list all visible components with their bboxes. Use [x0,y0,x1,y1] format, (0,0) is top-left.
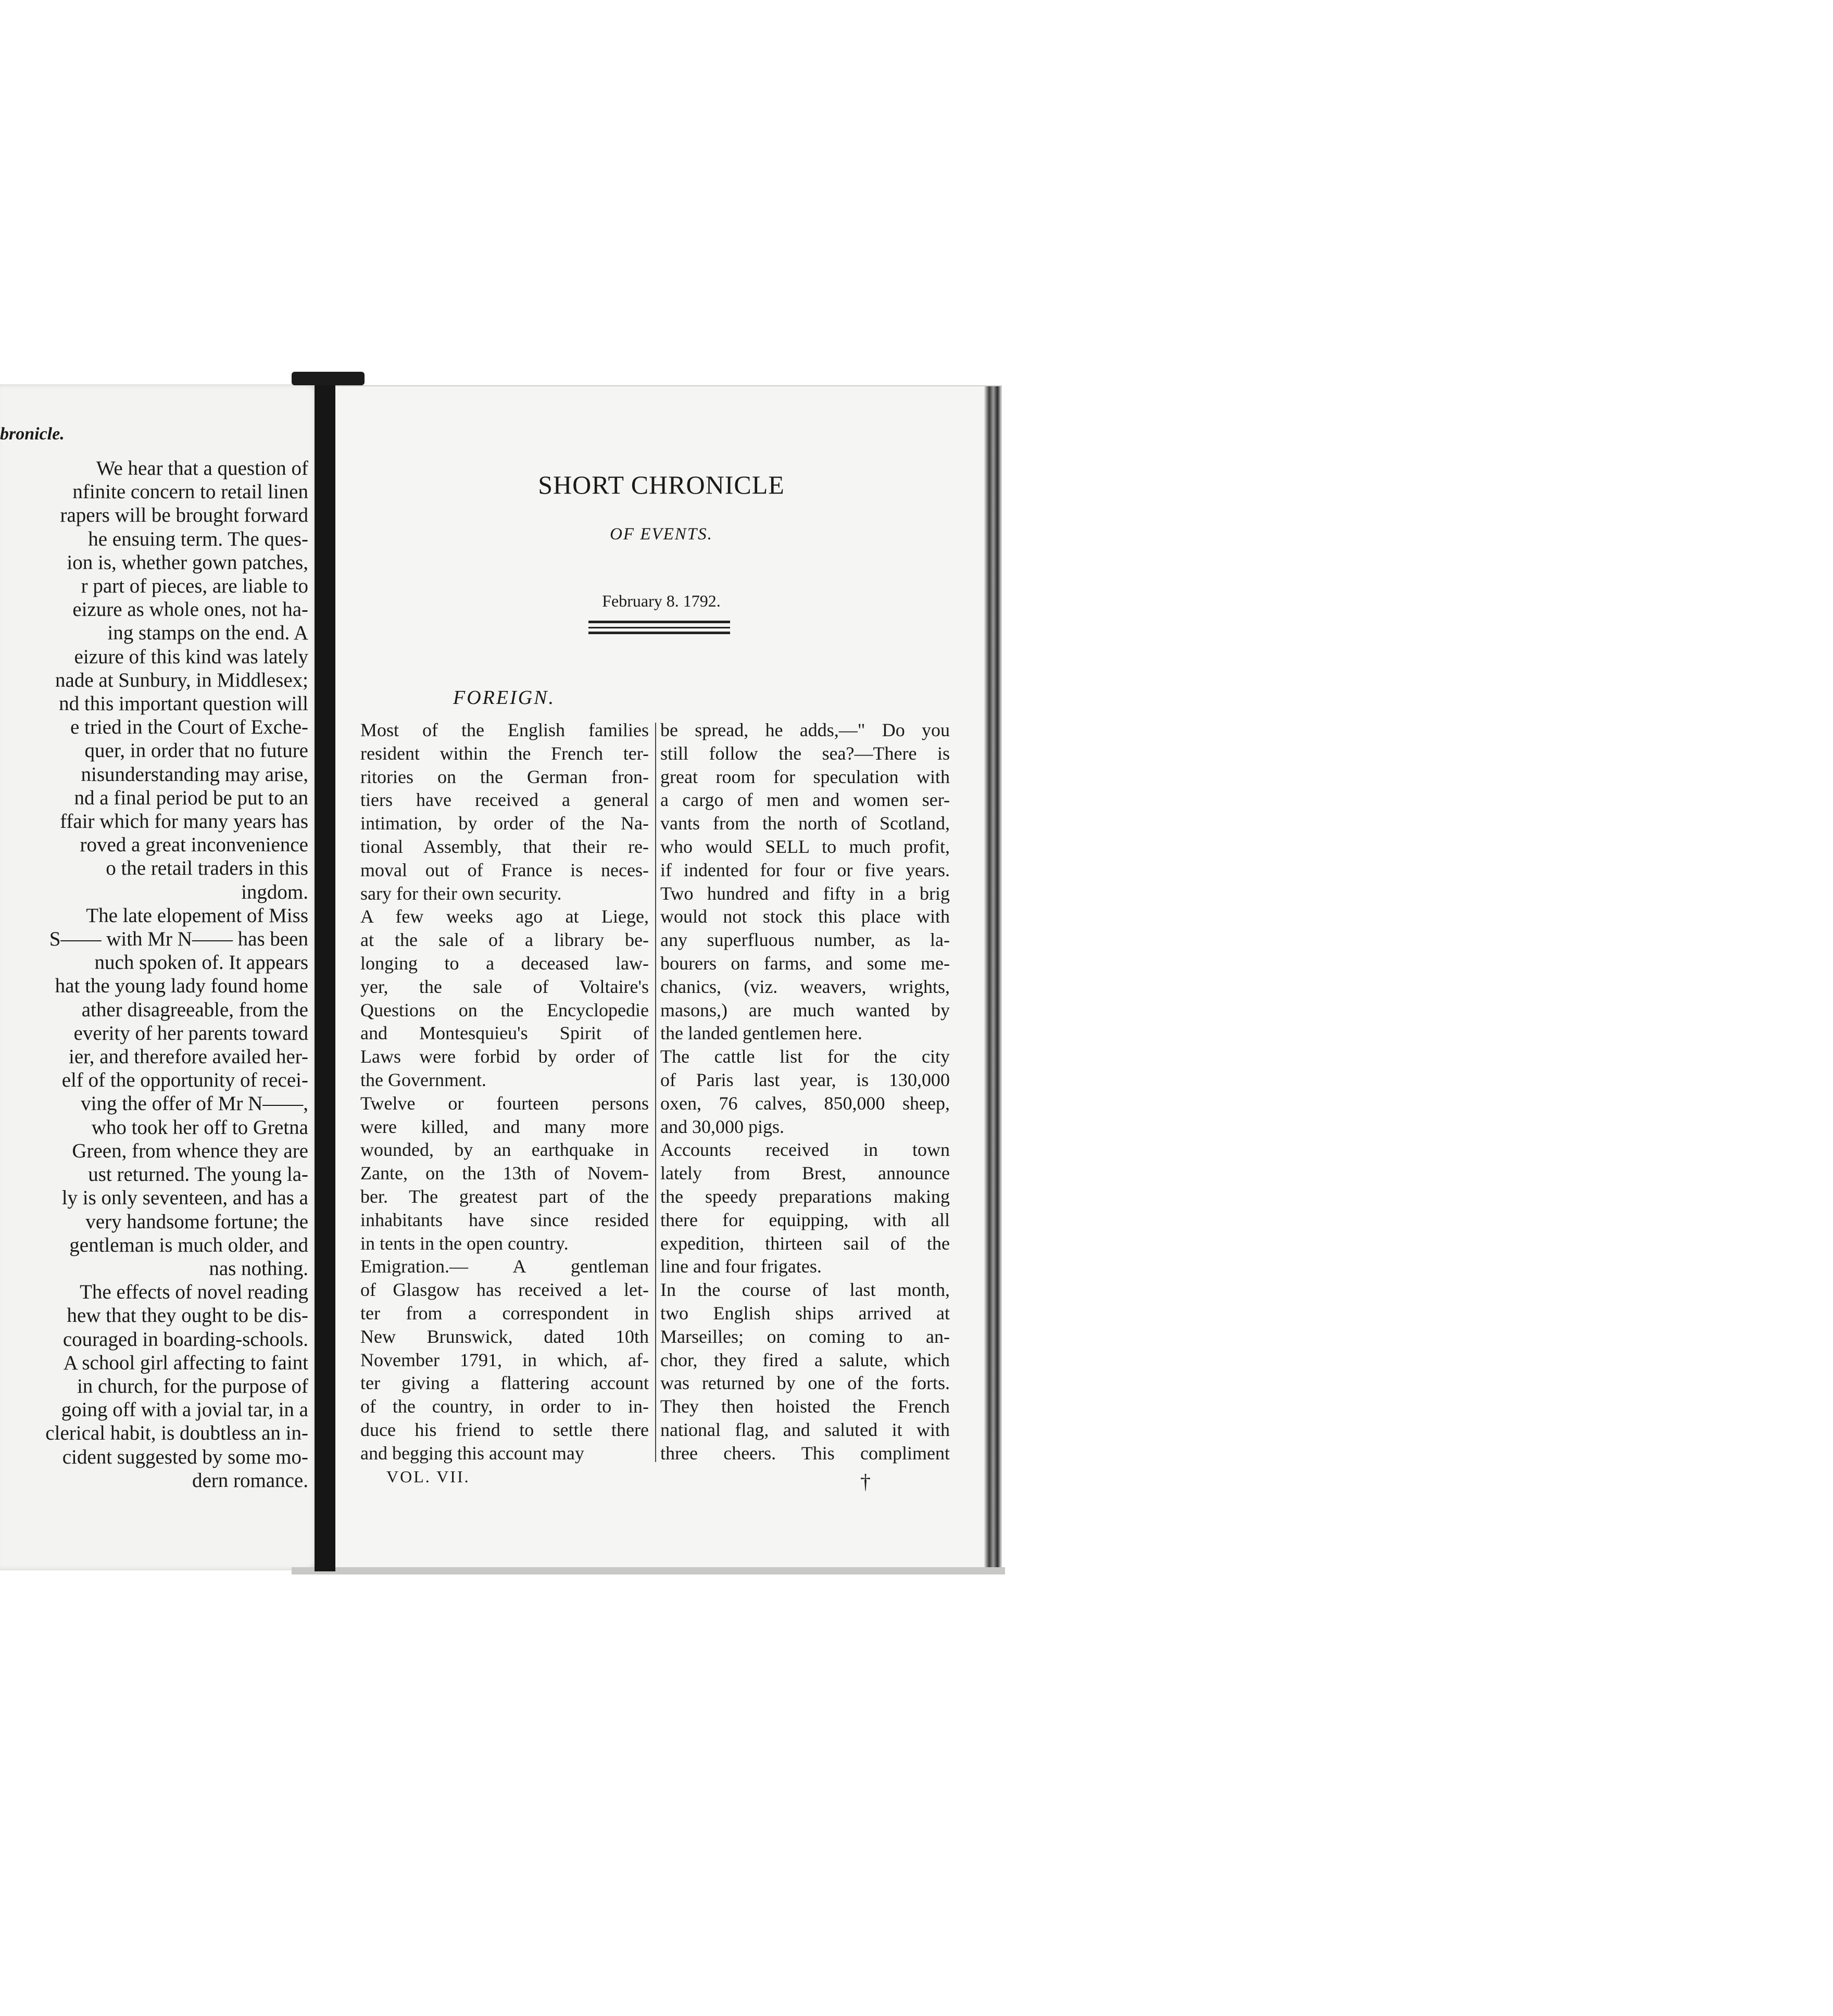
text-line: Accounts received in town [660,1139,950,1161]
left-text-line: in church, for the purpose of [77,1375,308,1397]
text-line: chanics, (viz. weavers, wrights, [660,976,950,997]
left-text-line: Green, from whence they are [72,1139,308,1162]
title-rule [588,621,730,623]
left-text-line: hat the young lady found home [55,975,308,998]
text-line: was returned by one of the forts. [660,1372,950,1394]
left-text-line: ier, and therefore availed her- [69,1045,308,1068]
left-text-line: eizure as whole ones, not ha- [72,598,308,621]
left-text-line: ingdom. [241,880,308,903]
left-text-line: ing stamps on the end. A [107,622,308,645]
left-text-line: nd this important question will [59,692,308,715]
text-column-left [360,719,649,1465]
left-text-line: he ensuing term. The ques- [88,527,308,550]
text-line: longing to a deceased law- [360,952,649,974]
left-running-head: bronicle. [0,424,65,444]
text-line: tiers have received a general [360,789,649,811]
text-line: at the sale of a library be- [360,929,649,951]
text-line: and begging this account may [360,1442,584,1464]
left-text-line: The late elopement of Miss [86,904,308,927]
text-line: of the country, in order to in- [360,1396,649,1417]
left-text-line: o the retail traders in this [106,857,308,880]
text-line: the speedy preparations making [660,1186,950,1207]
left-text-line: nd a final period be put to an [74,786,308,809]
text-line: inhabitants have since resided [360,1209,649,1230]
text-line: Questions on the Encyclopedie [360,999,649,1020]
text-line: oxen, 76 calves, 850,000 sheep, [660,1092,950,1114]
left-text-line: S—— with Mr N—— has been [49,928,308,951]
left-text-line: nisunderstanding may arise, [81,763,308,786]
text-line: the Government. [360,1069,486,1090]
text-line: still follow the sea?—There is [660,742,950,764]
text-line: the landed gentlemen here. [660,1023,862,1044]
left-text-line: gentleman is much older, and [69,1233,308,1256]
left-text-line: couraged in boarding-schools. [62,1328,308,1351]
text-line: The cattle list for the city [660,1046,950,1067]
text-line: Marseilles; on coming to an- [660,1326,950,1347]
left-text-line: The effects of novel reading [80,1281,308,1304]
book-spine [315,374,335,1571]
text-line: line and four frigates. [660,1256,822,1277]
left-text-line: ving the offer of Mr N——, [81,1092,308,1115]
left-text-line: roved a great inconvenience [80,834,308,856]
title-rule [588,627,730,628]
text-column-right [660,719,950,1465]
text-line: if indented for four or five years. [660,859,950,880]
left-text-line: ather disagreeable, from the [81,998,308,1021]
text-line: sary for their own security. [360,883,562,904]
left-text-line: We hear that a question of [96,457,308,480]
issue-date: February 8. 1792. [602,591,721,610]
left-text-line: very handsome fortune; the [85,1210,308,1233]
left-text-line: going off with a jovial tar, in a [61,1398,308,1421]
left-text-line: ion is, whether gown patches, [67,551,308,574]
bottom-edge [292,1567,1005,1574]
text-line: yer, the sale of Voltaire's [360,976,649,997]
text-line: tional Assembly, that their re- [360,836,649,857]
page-title: SHORT CHRONICLE [538,470,785,499]
left-text-line: nfinite concern to retail linen [72,481,308,503]
text-line: would not stock this place with [660,906,950,927]
text-line: They then hoisted the French [660,1396,950,1417]
text-line: two English ships arrived at [660,1302,950,1324]
text-line: national flag, and saluted it with [660,1419,950,1440]
text-line: be spread, he adds,—" Do you [660,720,950,740]
text-line: were killed, and many more [360,1116,649,1137]
text-line: of Glasgow has received a let- [360,1279,649,1301]
text-line: Twelve or fourteen persons [360,1092,649,1114]
left-page-text [0,457,308,1492]
text-line: wounded, by an earthquake in [360,1139,649,1161]
left-text-line: rapers will be brought forward [60,504,308,527]
text-line: ter giving a flattering account [360,1372,649,1394]
column-divider [655,723,656,1462]
text-line: ter from a correspondent in [360,1302,649,1324]
left-text-line: eizure of this kind was lately [74,645,308,668]
left-text-line: elf of the opportunity of recei- [61,1069,308,1092]
text-line: Two hundred and fifty in a brig [660,883,950,904]
left-text-line: quer, in order that no future [84,739,308,762]
left-text-line: who took her off to Gretna [91,1116,308,1139]
text-line: November 1791, in which, af- [360,1349,649,1370]
text-line: and 30,000 pigs. [660,1116,784,1137]
page-edge [984,386,1001,1569]
text-line: there for equipping, with all [660,1209,950,1230]
text-line: New Brunswick, dated 10th [360,1326,649,1347]
text-line: moval out of France is neces- [360,859,649,880]
left-text-line: ly is only seventeen, and has a [61,1187,308,1209]
text-line: of Paris last year, is 130,000 [660,1069,950,1090]
text-line: Most of the English families [360,720,649,740]
text-line: vants from the north of Scotland, [660,813,950,834]
text-line: A few weeks ago at Liege, [360,906,649,927]
text-line: lately from Brest, announce [660,1163,950,1184]
section-heading: FOREIGN. [453,687,556,709]
text-line: intimation, by order of the Na- [360,813,649,834]
text-line: great room for speculation with [660,766,950,787]
volume-signature: VOL. VII. [386,1467,470,1486]
text-line: Zante, on the 13th of Novem- [360,1163,649,1184]
left-text-line: nuch spoken of. It appears [94,951,308,974]
left-text-line: ust returned. The young la- [88,1163,308,1186]
text-line: a cargo of men and women ser- [660,789,950,811]
text-line: Laws were forbid by order of [360,1046,649,1067]
signature-mark: † [860,1470,871,1493]
text-line: and Montesquieu's Spirit of [360,1023,649,1044]
text-line: in tents in the open country. [360,1232,569,1254]
text-line: duce his friend to settle there [360,1419,649,1440]
left-text-line: clerical habit, is doubtless an in- [45,1422,308,1445]
left-text-line: nade at Sunbury, in Middlesex; [55,669,308,691]
text-line: resident within the French ter- [360,742,649,764]
title-rule [588,632,730,634]
text-line: three cheers. This compliment [660,1442,950,1464]
left-text-line: r part of pieces, are liable to [81,575,308,598]
text-line: masons,) are much wanted by [660,999,950,1020]
left-text-line: everity of her parents toward [73,1022,308,1044]
left-text-line: dern romance. [192,1469,308,1492]
text-line: any superfluous number, as la- [660,929,950,951]
text-line: who would SELL to much profit, [660,836,950,857]
text-line: bourers on farms, and some me- [660,952,950,974]
text-line: expedition, thirteen sail of the [660,1232,950,1254]
text-line: In the course of last month, [660,1279,950,1301]
text-line: chor, they fired a salute, which [660,1349,950,1370]
left-text-line: hew that they ought to be dis- [67,1304,308,1327]
text-line: Emigration.— A gentleman [360,1256,649,1277]
left-text-line: nas nothing. [209,1257,308,1280]
left-text-line: ffair which for many years has [60,810,308,833]
page-subtitle: OF EVENTS. [610,525,713,544]
left-text-line: e tried in the Court of Exche- [70,716,308,739]
spine-top [292,372,365,385]
text-line: ritories on the German fron- [360,766,649,787]
text-line: ber. The greatest part of the [360,1186,649,1207]
left-text-line: A school girl affecting to faint [63,1351,308,1374]
left-text-line: cident suggested by some mo- [62,1445,308,1468]
